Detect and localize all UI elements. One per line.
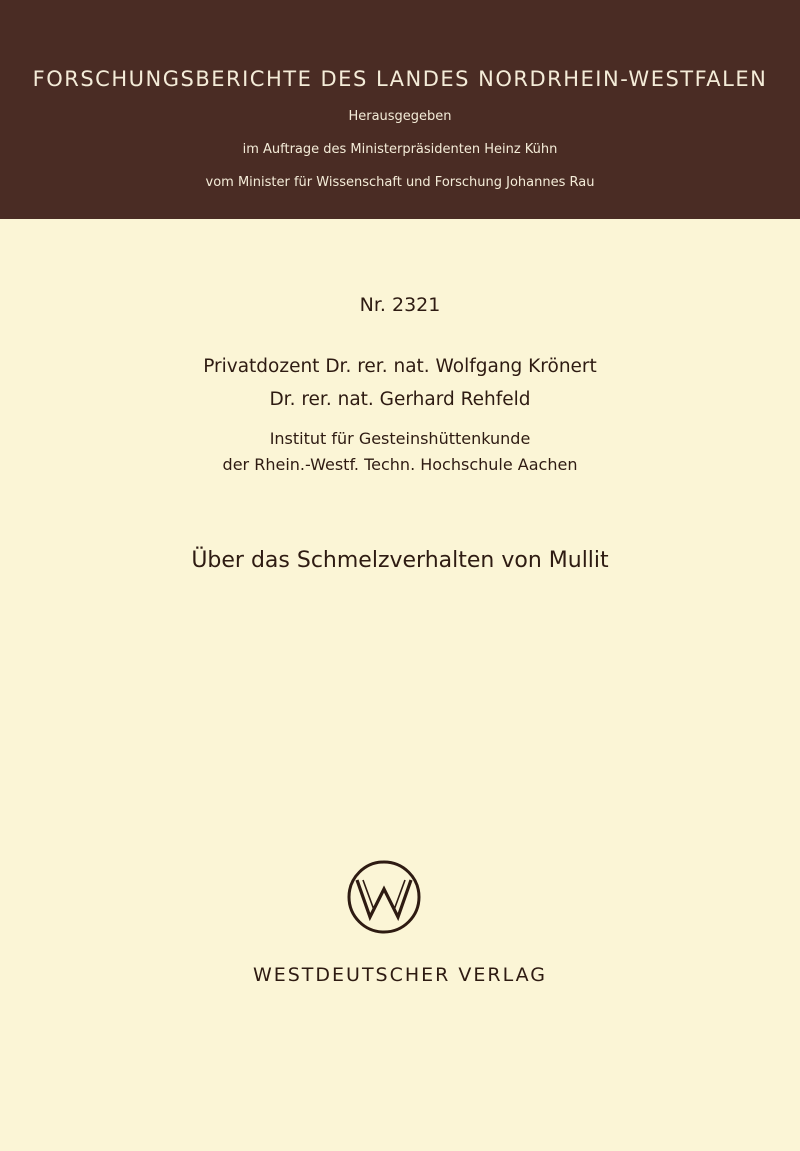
- header-band: [0, 0, 800, 219]
- publisher-name: WESTDEUTSCHER VERLAG: [252, 964, 548, 986]
- editor-line-3: vom Minister für Wissenschaft und Forschung Johannes Rau: [205, 175, 595, 190]
- editor-line-1: Herausgegeben: [348, 109, 452, 124]
- report-number: Nr. 2321: [359, 294, 441, 316]
- editor-line-2: im Auftrage des Ministerpräsidenten Heinz Kühn: [242, 142, 558, 157]
- series-title: FORSCHUNGSBERICHTE DES LANDES NORDRHEIN-WESTFALEN: [32, 67, 768, 91]
- author-2: Dr. rer. nat. Gerhard Rehfeld: [269, 389, 531, 410]
- institute-line-1: Institut für Gesteinshüttenkunde: [269, 429, 531, 448]
- circle-w-logo-icon: [345, 858, 423, 936]
- author-1: Privatdozent Dr. rer. nat. Wolfgang Krönert: [203, 356, 597, 377]
- institute-line-2: der Rhein.-Westf. Techn. Hochschule Aachen: [222, 455, 578, 474]
- book-title: Über das Schmelzverhalten von Mullit: [191, 548, 609, 573]
